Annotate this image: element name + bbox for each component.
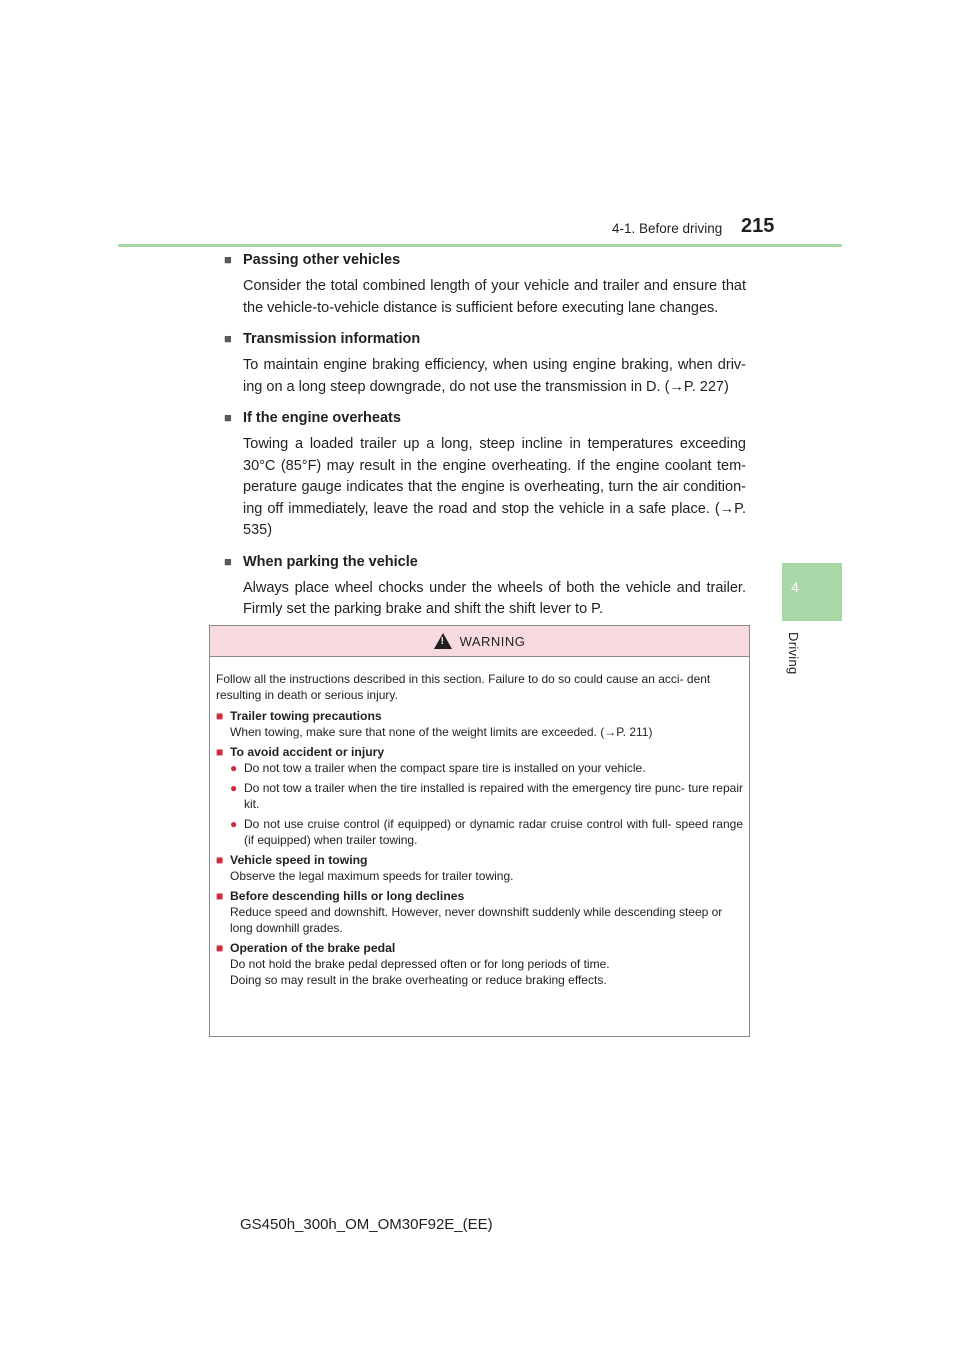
square-bullet-icon: ■ — [216, 709, 224, 723]
warning-bullet: Do not tow a trailer when the tire installed is repaired with the emergency tire punc- ture repair kit. — [244, 781, 743, 811]
section-overheat — [224, 410, 746, 542]
warning-heading: Vehicle speed in towing — [230, 853, 368, 867]
square-bullet-icon: ■ — [224, 252, 232, 267]
square-bullet-icon: ■ — [216, 941, 224, 955]
section-heading: If the engine overheats — [243, 410, 401, 426]
section-parking — [224, 554, 746, 621]
warning-intro: Follow all the instructions described in this section. Failure to do so could cause an acci- dent resulting in death or serious injury. — [216, 672, 711, 702]
warning-heading: To avoid accident or injury — [230, 745, 385, 759]
square-bullet-icon: ■ — [216, 745, 224, 759]
warning-bullet: Do not tow a trailer when the compact spare tire is installed on your vehicle. — [244, 761, 646, 775]
warning-text: Observe the legal maximum speeds for trailer towing. — [230, 869, 514, 883]
warning-heading: Operation of the brake pedal — [230, 941, 396, 955]
footer-code: GS450h_300h_OM_OM30F92E_(EE) — [240, 1216, 493, 1233]
warning-text: Do not hold the brake pedal depressed often or for long periods of time. — [230, 957, 610, 971]
dot-bullet-icon: ● — [230, 817, 238, 831]
square-bullet-icon: ■ — [216, 889, 224, 903]
warning-heading: Before descending hills or long declines — [230, 889, 465, 903]
section-text: Consider the total combined length of your vehicle and trailer and ensure that the vehicle-to-vehicle distance is sufficient before executing lane changes. — [243, 278, 746, 316]
square-bullet-icon: ■ — [216, 853, 224, 867]
dot-bullet-icon: ● — [230, 761, 238, 775]
warning-text: Reduce speed and downshift. However, never downshift suddenly while descending steep or long downhill grades. — [230, 905, 723, 935]
chapter-label: Driving — [786, 632, 801, 675]
chapter-tab — [782, 563, 842, 621]
header-rule — [118, 244, 842, 247]
section-title: 4-1. Before driving — [612, 221, 723, 236]
page-number: 215 — [741, 215, 775, 237]
warning-header — [210, 626, 749, 657]
warning-bullet: Do not use cruise control (if equipped) or dynamic radar cruise control with full- speed range (if equipped) when trailer towing. — [244, 817, 743, 847]
warning-heading: Trailer towing precautions — [230, 709, 382, 723]
section-transmission — [224, 331, 746, 398]
section-passing — [224, 252, 746, 319]
square-bullet-icon: ■ — [224, 331, 232, 346]
section-text: To maintain engine braking efficiency, when using engine braking, when driv- ing on a long steep downgrade, do not use the transmission in D. (→P. 227) — [243, 357, 746, 395]
warning-triangle-icon: ! — [434, 633, 452, 649]
chapter-number: 4 — [791, 579, 799, 595]
section-text: Always place wheel chocks under the wheels of both the vehicle and trailer. Firmly set the parking brake and shift the shift lever to P. — [243, 579, 746, 617]
warning-box — [209, 625, 750, 1037]
warning-text: When towing, make sure that none of the weight limits are exceeded. (→P. 211) — [230, 725, 653, 739]
square-bullet-icon: ■ — [224, 410, 232, 425]
section-text: Towing a loaded trailer up a long, steep incline in temperatures exceeding 30°C (85°F) may result in the engine overheating. If the engine coolant tem- perature gauge indicates that the engine is overheating, turn the air condition- ing off immediately, leave the road and stop the vehicle in a safe place. (→P. 535) — [243, 436, 746, 538]
section-heading: Passing other vehicles — [243, 252, 401, 268]
main-content — [224, 252, 746, 633]
dot-bullet-icon: ● — [230, 781, 238, 795]
warning-title: WARNING — [459, 633, 526, 649]
section-heading: Transmission information — [243, 331, 421, 347]
warning-body — [210, 657, 749, 988]
warning-text: Doing so may result in the brake overheating or reduce braking effects. — [230, 973, 607, 987]
square-bullet-icon: ■ — [224, 553, 232, 569]
section-heading: When parking the vehicle — [243, 553, 418, 570]
